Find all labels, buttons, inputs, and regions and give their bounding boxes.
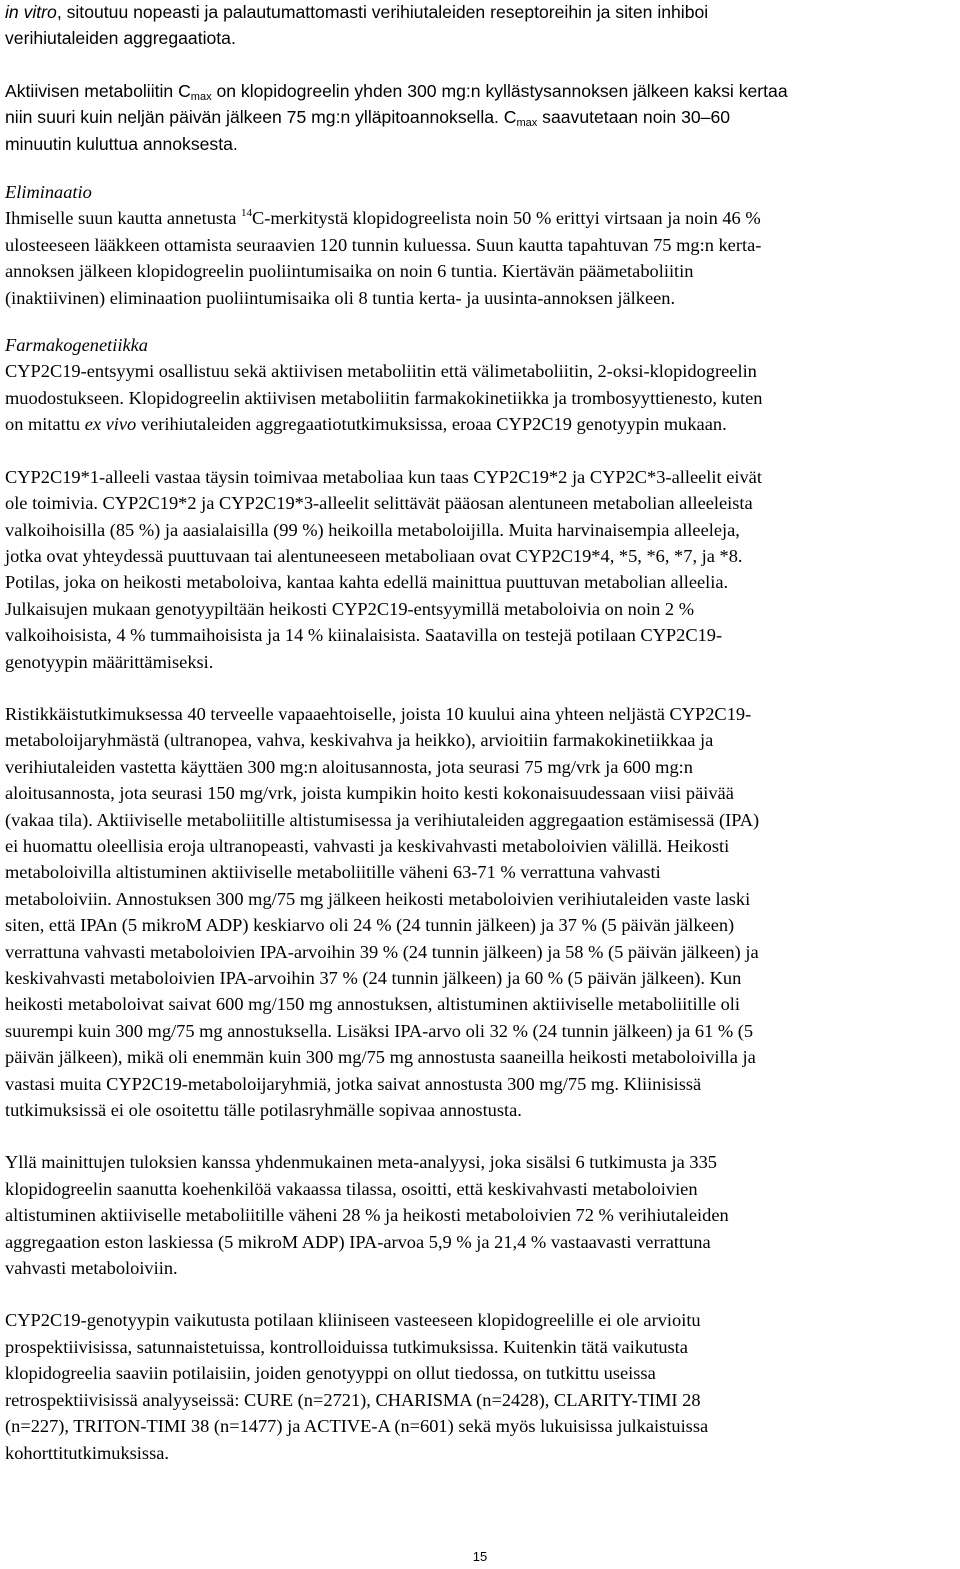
clinical-line: (n=227), TRITON-TIMI 38 (n=1477) ja ACTIVE-A (n=601) sekä myös lukuisissa julkaistuissa (5, 1416, 709, 1437)
crossover-line: suurempi kuin 300 mg/75 mg annostuksella. Lisäksi IPA-arvo oli 32 % (24 tunnin jälkeen) ja 61 % (5 (5, 1020, 754, 1041)
clinical-line: klopidogreelia saaviin potilaisiin, joiden genotyyppi on ollut tiedossa, on tutkittu useissa (5, 1363, 656, 1384)
crossover-line: metaboloijaryhmästä (ultranopea, vahva, keskivahva ja heikko), arvioitiin farmakokinetiikkaa ja (5, 730, 714, 751)
cmax-line-a: Aktiivisen metaboliitin C (5, 80, 191, 101)
meta-line: aggregaation eston laskiessa (5 mikroM ADP) IPA-arvoa 5,9 % ja 21,4 % vastaavasti verrattuna (5, 1231, 711, 1252)
eliminaatio-line: (inaktiivinen) eliminaation puoliintumisaika oli 8 tuntia kerta- ja uusinta-annoksen jälkeen. (5, 287, 676, 308)
meta-line: klopidogreelin saanutta koehenkilöä vakaassa tilassa, osoitti, että keskivahvasti metaboloivien (5, 1178, 698, 1199)
cmax-line (5, 104, 955, 130)
clinical-paragraph (5, 1307, 955, 1465)
farmakogenetiikka-line: CYP2C19-entsyymi osallistuu sekä aktiivisen metaboliitin että välimetaboliitin, 2-oksi-klopidogreelin (5, 361, 757, 382)
isotope-superscript: 14 (240, 207, 252, 220)
cmax-paragraph (5, 78, 955, 157)
alleles-line: ole toimivia. CYP2C19*2 ja CYP2C19*3-alleelit selittävät pääosan alentuneen metabolian alleeleista (5, 493, 753, 514)
crossover-line: tutkimuksissä ei ole osoitettu tälle potilasryhmälle sopivaa annostusta. (5, 1100, 522, 1121)
alleles-line: CYP2C19*1-alleeli vastaa täysin toimivaa metaboliaa kun taas CYP2C19*2 ja CYP2C*3-alleelit eivät (5, 466, 762, 487)
crossover-line: heikosti metaboloivat saivat 600 mg/150 mg annostuksen, altistuminen aktiiviselle metaboliitille oli (5, 994, 741, 1015)
crossover-line: (vakaa tila). Aktiiviselle metaboliitille altistumisessa ja verihiutaleiden aggregaation estämisessä (IPA) (5, 809, 760, 830)
eliminaatio-line: annoksen jälkeen klopidogreelin puoliintumisaika on noin 6 tuntia. Kiertävän päämetaboliitin (5, 261, 694, 282)
intro-paragraph (5, 0, 955, 52)
cmax-line-b: saavutetaan noin 30–60 (537, 107, 731, 128)
cmax-line: minuutin kuluttua annoksesta. (5, 133, 238, 154)
cmax-line-b: on klopidogreelin yhden 300 mg:n kyllästysannoksen jälkeen kaksi kertaa (211, 80, 788, 101)
crossover-line: siten, että IPAn (5 mikroM ADP) keskiarvo oli 24 % (24 tunnin jälkeen) ja 37 % (5 päivän jälkeen) (5, 915, 735, 936)
farmakogenetiikka-line-b: verihiutaleiden aggregaatiotutkimuksissa, eroaa CYP2C19 genotyypin mukaan. (136, 414, 727, 435)
clinical-line: CYP2C19-genotyypin vaikutusta potilaan kliiniseen vasteeseen klopidogreelille ei ole arvioitu (5, 1310, 701, 1331)
clinical-line: kohorttitutkimuksissa. (5, 1442, 169, 1463)
alleles-line: genotyypin määrittämiseksi. (5, 651, 214, 672)
page-number: 15 (472, 1549, 488, 1564)
crossover-line: metaboloivilla altistuminen aktiiviselle metaboliitille väheni 63-71 % verrattuna vahvasti (5, 862, 661, 883)
farmakogenetiikka-line-a: on mitattu (5, 414, 85, 435)
cmax-subscript: max (190, 90, 212, 103)
cmax-subscript: max (516, 117, 538, 130)
crossover-line: Ristikkäistutkimuksessa 40 terveelle vapaaehtoiselle, joista 10 kuului aina yhteen neljästä CYP2C19- (5, 703, 752, 724)
alleles-line: jotka ovat yhteydessä puuttuvaan tai alentuneeseen metaboliaan ovat CYP2C19*4, *5, *6, *7, ja *8. (5, 545, 743, 566)
intro-line (5, 0, 955, 25)
crossover-line: ei huomattu oleellisia eroja ultranopeasti, vahvasti ja keskivahvasti metaboloivien välillä. Heikosti (5, 835, 730, 856)
crossover-line: verihiutaleiden vastetta käyttäen 300 mg:n aloitusannosta, jota seurasi 75 mg/vrk ja 600 mg:n (5, 756, 693, 777)
ex-vivo-text: ex vivo (84, 414, 137, 435)
meta-line: Yllä mainittujen tuloksien kanssa yhdenmukainen meta-analyysi, joka sisälsi 6 tutkimusta ja 335 (5, 1152, 717, 1173)
meta-line: altistuminen aktiiviselle metaboliitille väheni 28 % ja heikosti metaboloivien 72 % verihiutaleiden (5, 1205, 729, 1226)
farmakogenetiikka-heading: Farmakogenetiikka (5, 335, 148, 356)
eliminaatio-line-b: C-merkitystä klopidogreelista noin 50 % erittyi virtsaan ja noin 46 % (251, 208, 761, 229)
alleles-line: valkoihoisista, 4 % tummaihoisista ja 14 % kiinalaisista. Saatavilla on testejä potilaan CYP2C19- (5, 625, 723, 646)
eliminaatio-heading: Eliminaatio (5, 182, 92, 203)
intro-line: verihiutaleiden aggregaatiota. (5, 28, 236, 49)
meta-line: vahvasti metaboloiviin. (5, 1258, 178, 1279)
crossover-paragraph (5, 701, 955, 1124)
crossover-line: metaboloiviin. Annostuksen 300 mg/75 mg jälkeen heikosti metaboloivien verihiutaleiden vaste laski (5, 888, 751, 909)
crossover-line: keskivahvasti metaboloivien IPA-arvoihin 37 % (24 tunnin jälkeen) ja 60 % (5 päivän jälkeen). Kun (5, 968, 742, 988)
alleles-line: Julkaisujen mukaan genotyypiltään heikosti CYP2C19-entsyymillä metaboloivia on noin 2 % (5, 598, 695, 619)
crossover-line: verrattuna vahvasti metaboloivien IPA-arvoihin 39 % (24 tunnin jälkeen) ja 58 % (5 päivän jälkeen) ja (5, 941, 759, 962)
eliminaatio-line: ulosteeseen lääkkeen ottamista seuraavien 120 tunnin kuluessa. Suun kautta tapahtuvan 75 mg:n kerta- (5, 234, 762, 255)
crossover-line: vastasi muita CYP2C19-metaboloijaryhmiä, jotka saivat annostusta 300 mg/75 mg. Kliinisissä (5, 1073, 702, 1094)
alleles-line: Potilas, joka on heikosti metaboloiva, kantaa kahta edellä mainittua puuttuvan metabolian alleelia. (5, 572, 729, 593)
alleles-line: valkoihoisilla (85 %) ja aasialaisilla (99 %) heikoilla metaboloijilla. Muita harvinaisempia alleeleja, (5, 519, 740, 540)
meta-analysis-paragraph (5, 1149, 955, 1281)
farmakogenetiikka-line: muodostukseen. Klopidogreelin aktiivisen metaboliitin farmakokinetiikka ja trombosyyttienesto, kuten (5, 387, 763, 408)
cmax-line-a: niin suuri kuin neljän päivän jälkeen 75 mg:n ylläpitoannoksella. C (5, 107, 517, 128)
alleles-paragraph (5, 464, 955, 675)
intro-line-rest: , sitoutuu nopeasti ja palautumattomasti verihiutaleiden reseptoreihin ja siten inhiboi (56, 2, 709, 22)
clinical-line: retrospektiivisissä analyyseissä: CURE (n=2721), CHARISMA (n=2428), CLARITY-TIMI 28 (5, 1389, 701, 1410)
farmakogenetiikka-line (5, 411, 955, 437)
crossover-line: päivän jälkeen), mikä oli enemmän kuin 300 mg/75 mg annostusta saaneilla heikosti metaboloivilla ja (5, 1047, 756, 1068)
document-page (5, 0, 955, 1466)
eliminaatio-section (5, 179, 955, 311)
crossover-line: aloitusannosta, jota seurasi 150 mg/vrk, joista kumpikin hoito kesti kokonaisuudessaan viisi päivää (5, 783, 734, 804)
farmakogenetiikka-section (5, 332, 955, 438)
cmax-line (5, 78, 955, 104)
eliminaatio-line-a: Ihmiselle suun kautta annetusta (5, 208, 241, 229)
eliminaatio-line (5, 205, 955, 231)
in-vitro-text: in vitro (5, 2, 57, 22)
clinical-line: prospektiivisissa, satunnaistetuissa, kontrolloiduissa tutkimuksissa. Kuitenkin tätä vaikutusta (5, 1336, 688, 1357)
